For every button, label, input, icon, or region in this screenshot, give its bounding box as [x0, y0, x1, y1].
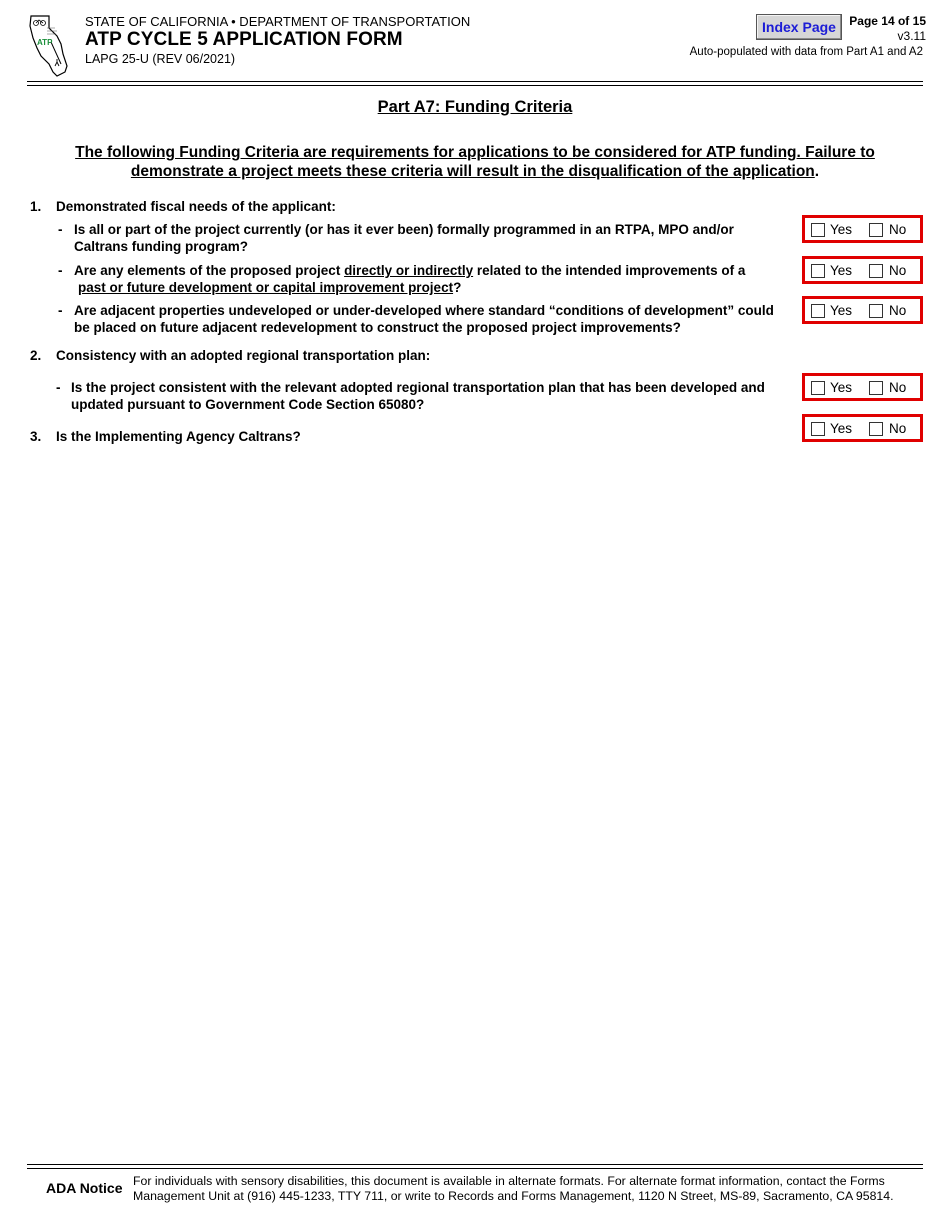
no-label: No — [889, 222, 907, 237]
question-1c — [58, 302, 788, 336]
page-number: Page 14 of 15 — [849, 14, 926, 28]
no-label: No — [889, 380, 907, 395]
yes-checkbox[interactable] — [811, 422, 825, 436]
intro-end: . — [814, 163, 820, 180]
question-1b-underlined-1: directly or indirectly — [344, 263, 474, 278]
yes-label: Yes — [830, 263, 853, 278]
question-1a-yes-no — [802, 215, 923, 243]
question-dash: - — [58, 303, 63, 318]
part-title: Part A7: Funding Criteria — [377, 98, 573, 116]
question-1b-yes-no — [802, 256, 923, 284]
question-dash: - — [56, 380, 61, 395]
footer-divider — [27, 1164, 923, 1165]
question-2a — [56, 379, 794, 413]
question-1b-text-mid: related to the intended improvements of a — [473, 263, 746, 278]
question-1a — [58, 221, 788, 255]
index-page-button[interactable]: Index Page — [756, 14, 842, 40]
yes-label: Yes — [830, 222, 853, 237]
question-2a-text: Is the project consistent with the relevant adopted regional transportation plan that has been developed and updated pursuant to Government Code Section 65080? — [71, 380, 765, 412]
criterion-2-label: Consistency with an adopted regional transportation plan: — [56, 348, 431, 363]
logo-letters: ATP — [37, 38, 53, 47]
no-checkbox[interactable] — [869, 381, 883, 395]
yes-label: Yes — [830, 303, 853, 318]
question-1b-underlined-2: past or future development or capital improvement project — [78, 280, 454, 295]
question-2a-yes-no — [802, 373, 923, 401]
yes-label: Yes — [830, 421, 853, 436]
no-checkbox[interactable] — [869, 304, 883, 318]
question-1c-text: Are adjacent properties undeveloped or under-developed where standard “conditions of development” could be placed on future adjacent redevelopment to construct the proposed project improvements? — [74, 303, 774, 335]
form-title: ATP CYCLE 5 APPLICATION FORM — [85, 29, 403, 50]
auto-populated-note: Auto-populated with data from Part A1 and A2 — [689, 46, 923, 58]
no-label: No — [889, 303, 907, 318]
ada-notice-text: For individuals with sensory disabilities, this document is available in alternate formats. For alternate format information, contact the Forms Management Unit at (916) 445-1233, TTY 711, or write to Records and Forms Management, 1120 N Street, MS-89, Sacramento, CA 95814. — [133, 1174, 894, 1203]
criterion-2-number: 2. — [30, 348, 42, 363]
no-checkbox[interactable] — [869, 223, 883, 237]
criterion-3-number: 3. — [30, 429, 42, 444]
question-1c-yes-no — [802, 296, 923, 324]
footer-divider — [27, 1168, 923, 1169]
intro-text: The following Funding Criteria are requirements for applications to be considered for ATP funding. Failure to demonstrate a project meets these criteria will result in the disqualification of the application — [75, 144, 875, 180]
no-label: No — [889, 263, 907, 278]
form-number: LAPG 25-U (REV 06/2021) — [85, 52, 236, 66]
question-dash: - — [58, 222, 63, 237]
form-version: v3.11 — [897, 29, 926, 43]
no-label: No — [889, 421, 907, 436]
yes-checkbox[interactable] — [811, 304, 825, 318]
header-divider — [27, 85, 923, 86]
yes-checkbox[interactable] — [811, 264, 825, 278]
question-1b — [58, 262, 788, 296]
no-checkbox[interactable] — [869, 422, 883, 436]
ada-notice-title: ADA Notice — [46, 1180, 123, 1196]
funding-criteria-intro — [60, 143, 890, 181]
no-checkbox[interactable] — [869, 264, 883, 278]
yes-label: Yes — [830, 380, 853, 395]
question-dash: - — [58, 263, 63, 278]
caltrans-atp-logo — [27, 14, 69, 78]
criterion-3-yes-no — [802, 414, 923, 442]
question-1b-text-end: ? — [453, 280, 462, 295]
criterion-1-number: 1. — [30, 199, 42, 214]
question-1b-text: Are any elements of the proposed project — [74, 263, 345, 278]
agency-name: STATE OF CALIFORNIA • DEPARTMENT OF TRANSPORTATION — [85, 14, 471, 29]
yes-checkbox[interactable] — [811, 381, 825, 395]
criterion-1-label: Demonstrated fiscal needs of the applicant: — [56, 199, 336, 214]
question-1a-text: Is all or part of the project currently (or has it ever been) formally programmed in an RTPA, MPO and/or Caltrans funding program? — [74, 222, 734, 254]
yes-checkbox[interactable] — [811, 223, 825, 237]
header-divider — [27, 81, 923, 82]
criterion-3-label: Is the Implementing Agency Caltrans? — [56, 429, 301, 444]
